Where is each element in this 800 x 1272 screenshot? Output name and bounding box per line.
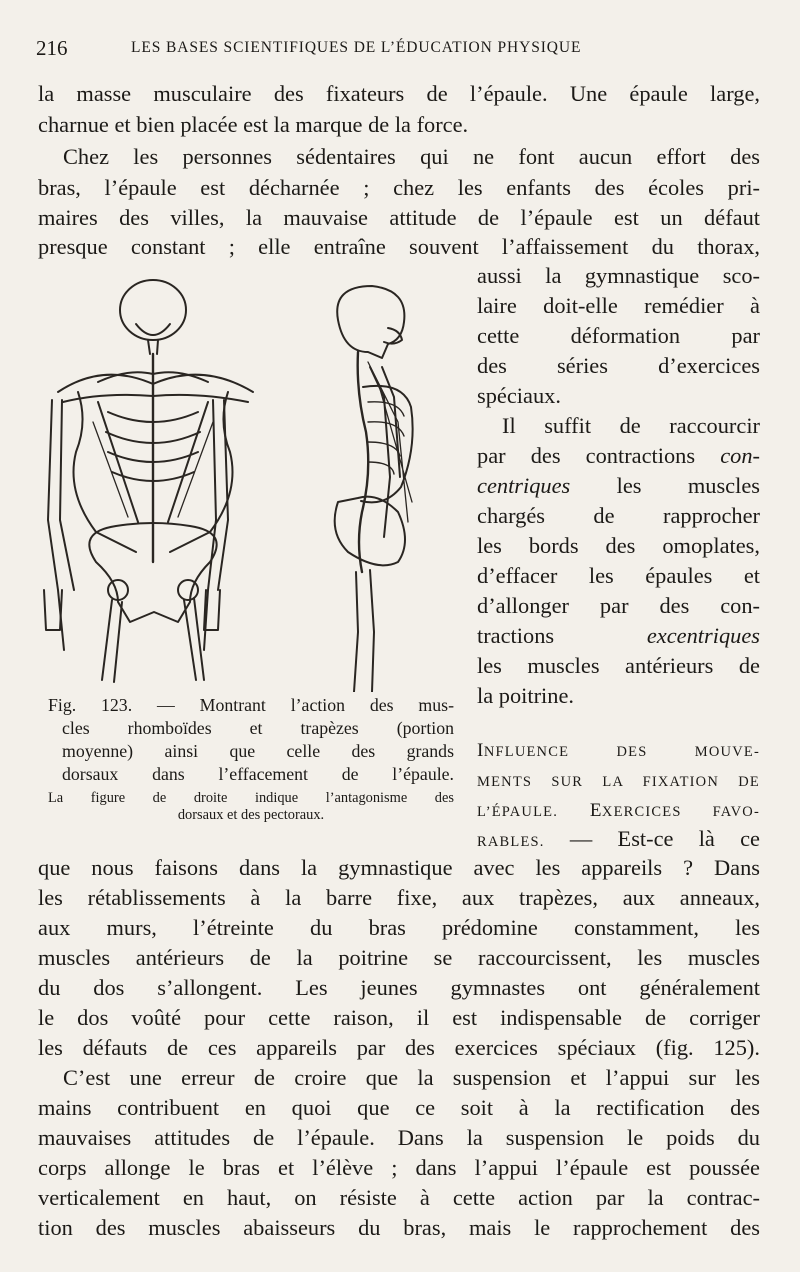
text-line: cette déformation par (477, 323, 760, 348)
text-line: la masse musculaire des fixateurs de l’épaule. Une épaule large, (38, 81, 760, 106)
italic-term: excentriques (646, 623, 760, 648)
text-fragment: par des contractions (477, 443, 696, 468)
text-fragment: les muscles (616, 473, 760, 498)
page-number: 216 (36, 36, 68, 60)
heading-text: L’ÉPAULE. (477, 804, 559, 820)
text-line: spéciaux. (477, 383, 561, 408)
text-line: mains contribuent en quoi que ce soit à la rectification des (38, 1095, 760, 1120)
text-line: les muscles antérieurs de (477, 653, 760, 678)
figure-note: La figure de droite indique l’antagonisme des (48, 790, 454, 806)
text-line: charnue et bien placée est la marque de la force. (38, 112, 469, 137)
text-line (477, 620, 760, 651)
page-header (36, 36, 768, 62)
text-line (477, 470, 760, 501)
text-line: Chez les personnes sédentaires qui ne font aucun effort des (63, 144, 760, 169)
heading-text: XERCICES FAVO- (601, 804, 760, 820)
text-line: chargés de rapprocher (477, 503, 760, 528)
text-line: que nous faisons dans la gymnastique avec les appareils ? Dans (38, 855, 760, 880)
text-line: d’allonger par des con- (477, 593, 760, 618)
figure-caption: moyenne) ainsi que celle des grands (62, 741, 454, 761)
text-line: du dos s’allongent. Les jeunes gymnastes ont généralement (38, 975, 760, 1000)
text-line: la poitrine. (477, 683, 574, 708)
figure-caption: Fig. 123. — Montrant l’action des mus- (48, 695, 454, 715)
text-line: verticalement en haut, on résiste à cette action par la contrac- (38, 1185, 760, 1210)
text-line: d’effacer les épaules et (477, 563, 760, 588)
section-heading (477, 763, 760, 794)
text-fragment: — Est-ce là ce (569, 826, 760, 851)
figure-caption: dorsaux dans l’effacement de l’épaule. (62, 764, 454, 784)
text-line: laire doit-elle remédier à (477, 293, 760, 318)
italic-term: con- (720, 443, 760, 468)
text-line: Il suffit de raccourcir (502, 413, 760, 438)
heading-text: RABLES. (477, 834, 545, 850)
italic-term: centriques (477, 473, 571, 498)
section-heading (477, 793, 760, 824)
heading-initial: I (477, 740, 484, 761)
text-line: tion des muscles abaisseurs du bras, mais le rapprochement des (38, 1215, 760, 1240)
figure-caption: cles rhomboïdes et trapèzes (portion (62, 718, 454, 738)
text-line: le dos voûté pour cette raison, il est indispensable de corriger (38, 1005, 760, 1030)
running-title: LES BASES SCIENTIFIQUES DE L’ÉDUCATION PHYSIQUE (131, 39, 582, 56)
figure-note: dorsaux et des pectoraux. (177, 807, 325, 823)
text-line: aux murs, l’étreinte du bras prédomine constamment, les (38, 915, 760, 940)
text-line: les rétablissements à la barre fixe, aux trapèzes, aux anneaux, (38, 885, 760, 910)
heading-text: NFLUENCE DES MOUVE- (483, 744, 760, 760)
heading-initial: E (589, 800, 602, 821)
text-line: les bords des omoplates, (477, 533, 760, 558)
text-line: presque constant ; elle entraîne souvent l’affaissement du thorax, (38, 234, 760, 259)
text-line: les défauts de ces appareils par des exercices spéciaux (fig. 125). (38, 1035, 760, 1060)
text-line (477, 440, 760, 471)
text-line: aussi la gymnastique sco- (477, 263, 760, 288)
skeleton-illustration (38, 272, 468, 692)
text-line: muscles antérieurs de la poitrine se raccourcissent, les muscles (38, 945, 760, 970)
text-line: bras, l’épaule est décharnée ; chez les enfants des écoles pri- (38, 175, 760, 200)
text-line: des séries d’exercices (477, 353, 760, 378)
section-heading (477, 733, 760, 764)
heading-text: MENTS SUR LA FIXATION DE (477, 774, 760, 790)
text-line: C’est une erreur de croire que la suspension et l’appui sur les (63, 1065, 760, 1090)
text-line: corps allonge le bras et l’élève ; dans l’appui l’épaule est poussée (38, 1155, 760, 1180)
side-view-skeleton (335, 286, 413, 692)
text-line: mauvaises attitudes de l’épaule. Dans la suspension le poids du (38, 1125, 760, 1150)
text-line: maires des villes, la mauvaise attitude de l’épaule est un défaut (38, 205, 760, 230)
section-heading (477, 823, 760, 854)
text-fragment: tractions (477, 623, 555, 648)
back-view-skeleton (44, 280, 253, 682)
